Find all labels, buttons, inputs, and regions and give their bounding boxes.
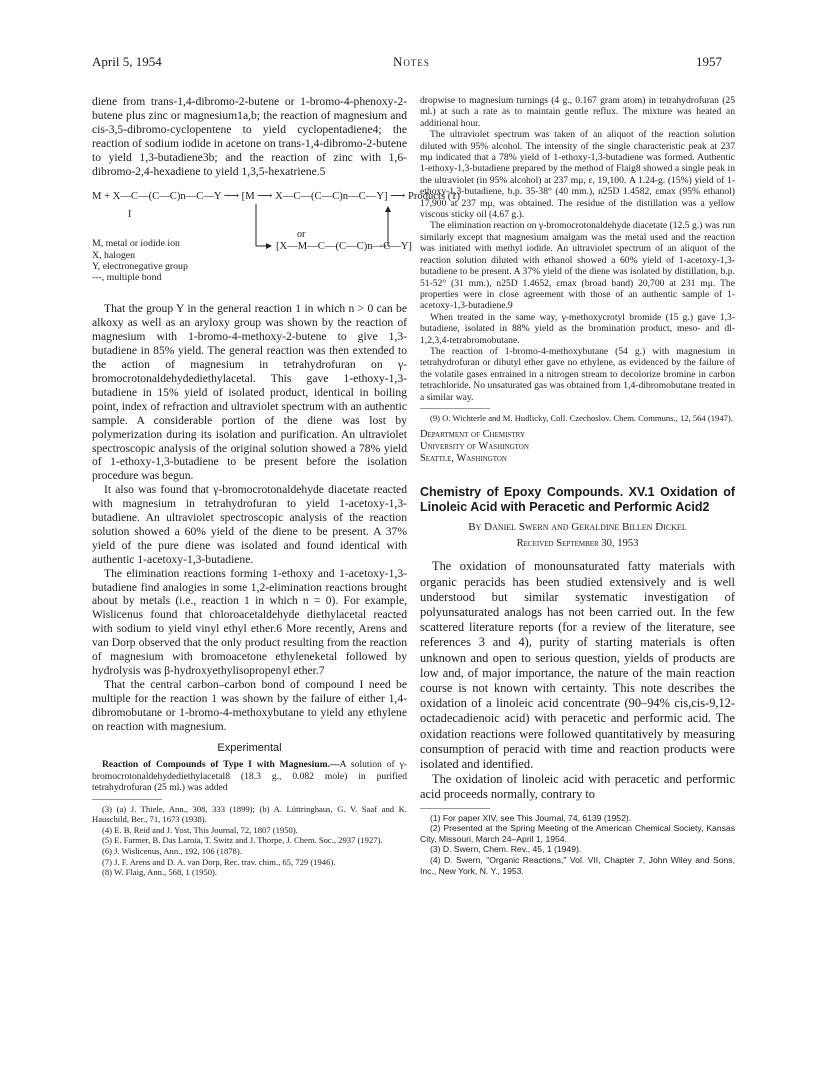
article-title: Chemistry of Epoxy Compounds. XV.1 Oxidation of Linoleic Acid with Peracetic and Performic Acid2: [420, 484, 735, 514]
left-intro-paragraph: diene from trans-1,4-dibromo-2-butene or 1-bromo-4-phenoxy-2-butene plus zinc or magnesium1a,b; the reaction of magnesium and cis-3,5-dibromo-cyclopentene to yield cyclopentadiene4; the reaction of sodium iodide in acetone on trans-1,4-dibromo-2-butene to yield 1,3-butadiene3b; and the reaction of zinc with 1,6-dibromo-2,4-hexadiene to yield 1,3,5-hexatriene.5: [92, 95, 407, 178]
scheme-legend: [92, 238, 188, 283]
article-authors: By Daniel Swern and Geraldine Billen Dickel: [468, 520, 687, 533]
exp-paragraph: The ultraviolet spectrum was taken of an aliquot of the reaction solution diluted with 95% alcohol. The intensity of the single characteristic peak at 237 mμ indicated that a 78% yield of 1-ethoxy-1,3-butadiene was formed. Authentic 1-ethoxy-1,3-butadiene prepared by the method of Flaig8 showed a single peak in the ultraviolet (in 95% alcohol) at 237 mμ, ε, 19,100. A 1.24-g. (15%) yield of 1-ethoxy-1,3-butadiene, b.p. 35-38° (40 mm.), n25D 1.4582, εmax (95% ethanol) 17,900 at 237 mμ, was obtained. The residue of the distillation was a yellow viscous sticky oil (4.67 g.).: [420, 129, 735, 221]
experimental-section: [92, 759, 407, 793]
running-date: April 5, 1954: [92, 54, 162, 69]
left-paragraph-3: The elimination reactions forming 1-ethoxy and 1-acetoxy-1,3-butadiene find analogies in some 1,2-elimination reactions brought about by metals (i.e., reaction 1 in which n = 0). For example, Wislicenus found that chloroacetaldehyde diethylacetal reacted with sodium to yield vinyl ethyl ether.6 More recently, Arens and van Dorp observed that the only product resulting from the reaction of magnesium with bromoacetone ethyleneketal followed by hydrolysis was β-hydroxyethylisopropenyl ether.7: [92, 566, 407, 677]
right-column: [420, 95, 735, 876]
equation-or: or: [297, 229, 306, 241]
footnote: (6) J. Wislicenus, Ann., 192, 106 (1878).: [102, 846, 242, 857]
article-paragraph-1: The oxidation of monounsaturated fatty materials with organic peracids has been studied extensively and is well understood but similar systematic investigation of polyunsaturated analogs has not been carried out. In the few scattered literature reports (for a review of the literature, see references 3 and 4), purity of starting materials is often unknown and open to serious question, yields of products are low and, of major importance, the nature of the main reaction course is not known with certainty. This note describes the oxidation of a linoleic acid concentrate (90–94% cis,cis-9,12-octadecadienoic acid) with peracetic and performic acid. The oxidation reactions were followed quantitatively by measuring consumption of peracid with time and reaction products were isolated and identified.: [420, 559, 735, 772]
footnote: (1) For paper XIV, see This Journal, 74, 6139 (1952).: [430, 812, 632, 823]
footnote: (7) J. F. Arens and D. A. van Dorp, Rec. trav. chim., 65, 729 (1946).: [102, 856, 336, 867]
affiliation-line: University of Washington: [420, 440, 529, 452]
experimental-continued: [420, 95, 735, 403]
affiliation: [420, 429, 735, 465]
footnote: (3) (a) J. Thiele, Ann., 308, 333 (1899); (b) A. Lüttringhaus, G. V. Saaf and K. Hauschild, Ber., 71, 1673 (1938).: [92, 803, 407, 825]
legend-item: X, halogen: [92, 249, 135, 261]
left-column: [92, 95, 461, 878]
right-footnotes: [420, 813, 735, 877]
experimental-heading: Experimental: [217, 741, 282, 754]
reaction-scheme: [92, 184, 461, 302]
right-footnote-9: [420, 413, 735, 424]
running-journal-section: Notes: [393, 54, 430, 69]
experimental-lead: Reaction of Compounds of Type I with Magnesium.—: [102, 759, 340, 771]
affiliation-line: Department of Chemistry: [420, 428, 525, 440]
footnote: (4) E. B. Reid and J. Yost, This Journal, 72, 1807 (1950).: [102, 824, 298, 835]
footnote: (3) D. Swern, Chem. Rev., 45, 1 (1949).: [430, 844, 582, 855]
legend-item: Y, electronegative group: [92, 260, 188, 272]
exp-paragraph: The elimination reaction on γ-bromocrotonaldehyde diacetate (12.5 g.) was run similarly except that magnesium amalgam was the metal used and the reaction was initiated with methyl iodide. An ultraviolet spectrum of an aliquot of the reaction solution diluted with ethanol showed a 60% yield of 1-acetoxy-1,3-butadiene to be present. A 37% yield of the diene was isolated by distillation, b.p. 51-52° (31 mm.), n25D 1.4652, εmax (broad band) 20,700 at 231 mμ. The properties were in close agreement with those of an authentic sample of 1-acetoxy-1,3-butadiene.9: [420, 220, 735, 312]
footnote-divider: [420, 808, 490, 809]
left-paragraph-1: That the group Y in the general reaction 1 in which n > 0 can be alkoxy as well as an aryloxy group was shown by the reaction of magnesium with 1-bromo-4-methoxy-2-butene to give 1,3-butadiene in 85% yield. The general reaction was then extended to the action of magnesium in tetrahydrofuran on γ-bromocrotonaldehydediethylacetal. This gave 1-ethoxy-1,3-butadiene in 15% yield of isolated product, identical in boiling point, index of refraction and ultraviolet spectrum with an authentic sample. A considerable portion of the diene was lost by polymerization during its isolation and purification. An ultraviolet spectroscopic analysis of the original solution showed a 78% yield of 1-ethoxy-1,3-butadiene to be present before the isolation procedure was begun.: [92, 302, 407, 483]
equation-alternative: [X—M—C—(C—C)n—C—Y]: [276, 241, 412, 253]
left-footnotes: [92, 804, 407, 878]
footnote: (4) D. Swern, "Organic Reactions," Vol. VII, Chapter 7, John Wiley and Sons, Inc., New York, N. Y., 1953.: [420, 855, 735, 876]
experimental-text: A solution of γ-bromocrotonaldehydediethylacetal8 (18.3 g., 0.082 mole) in purified tetrahydrofuran (25 ml.) was added: [92, 759, 407, 794]
exp-paragraph: When treated in the same way, γ-methoxycrotyl bromide (15 g.) gave 1,3-butadiene, isolated in 88% yield as the bromination product, meso- and dl-1,2,3,4-tetrabromobutane.: [420, 311, 735, 346]
equation-main: M + X—C—(C—C)n—C—Y ⟶ [M ⟶ X—C—(C—C)n—C—Y] ⟶ Products (1): [92, 191, 461, 203]
received-date: Received September 30, 1953: [516, 538, 639, 550]
footnote-divider: [92, 799, 162, 800]
footnote: (9) O. Wichterle and M. Hudlicky, Coll. Czechoslov. Chem. Communs., 12, 564 (1947).: [430, 412, 733, 423]
page-number: 1957: [696, 54, 722, 69]
footnote: (2) Presented at the Spring Meeting of the American Chemical Society, Kansas City, Missouri, March 24–April 1, 1954.: [420, 823, 735, 844]
footnote: (5) E. Farmer, B. Das Laroia, T. Switz and J. Thorpe, J. Chem. Soc., 2937 (1927).: [102, 835, 383, 846]
left-paragraph-2: It also was found that γ-bromocrotonaldehyde diacetate reacted with magnesium in tetrahydrofuran to yield 1-acetoxy-1,3-butadiene. An ultraviolet spectroscopic analysis of the reaction solution showed a 60% yield of the diene to be present. A 37% yield of the pure diene was isolated and found identical with authentic 1-acetoxy-1,3-butadiene.: [92, 483, 407, 566]
footnote: (8) W. Flaig, Ann., 568, 1 (1950).: [102, 867, 218, 878]
footnote-divider: [420, 408, 490, 409]
legend-item: ---, multiple bond: [92, 272, 162, 284]
article-body: [420, 559, 735, 802]
compound-label-i: I: [128, 209, 132, 221]
legend-item: M, metal or iodide ion: [92, 238, 180, 250]
left-paragraph-4: That the central carbon–carbon bond of compound I need be multiple for the reaction 1 was shown by the failure of either 1,4-dibromobutane or 1-bromo-4-methoxybutane to yield any ethylene on reaction with magnesium.: [92, 677, 407, 733]
article-paragraph-2: The oxidation of linoleic acid with peracetic and performic acid proceeds normally, contrary to: [420, 772, 735, 802]
exp-paragraph: The reaction of 1-bromo-4-methoxybutane (54 g.) with magnesium in tetrahydrofuran or dibutyl ether gave no ethylene, as evidenced by the failure of the volatile gases entrained in a nitrogen stream to decolorize bromine in carbon tetrachloride. No unsaturated gas was obtained from 1,4-dibromobutane treated in a similar way.: [420, 345, 735, 403]
affiliation-line: Seattle, Washington: [420, 452, 507, 464]
exp-paragraph: dropwise to magnesium turnings (4 g., 0.167 gram atom) in tetrahydrofuran (25 ml.) at such a rate as to maintain gentle reflux. The mixture was heated an additional hour.: [420, 95, 735, 129]
